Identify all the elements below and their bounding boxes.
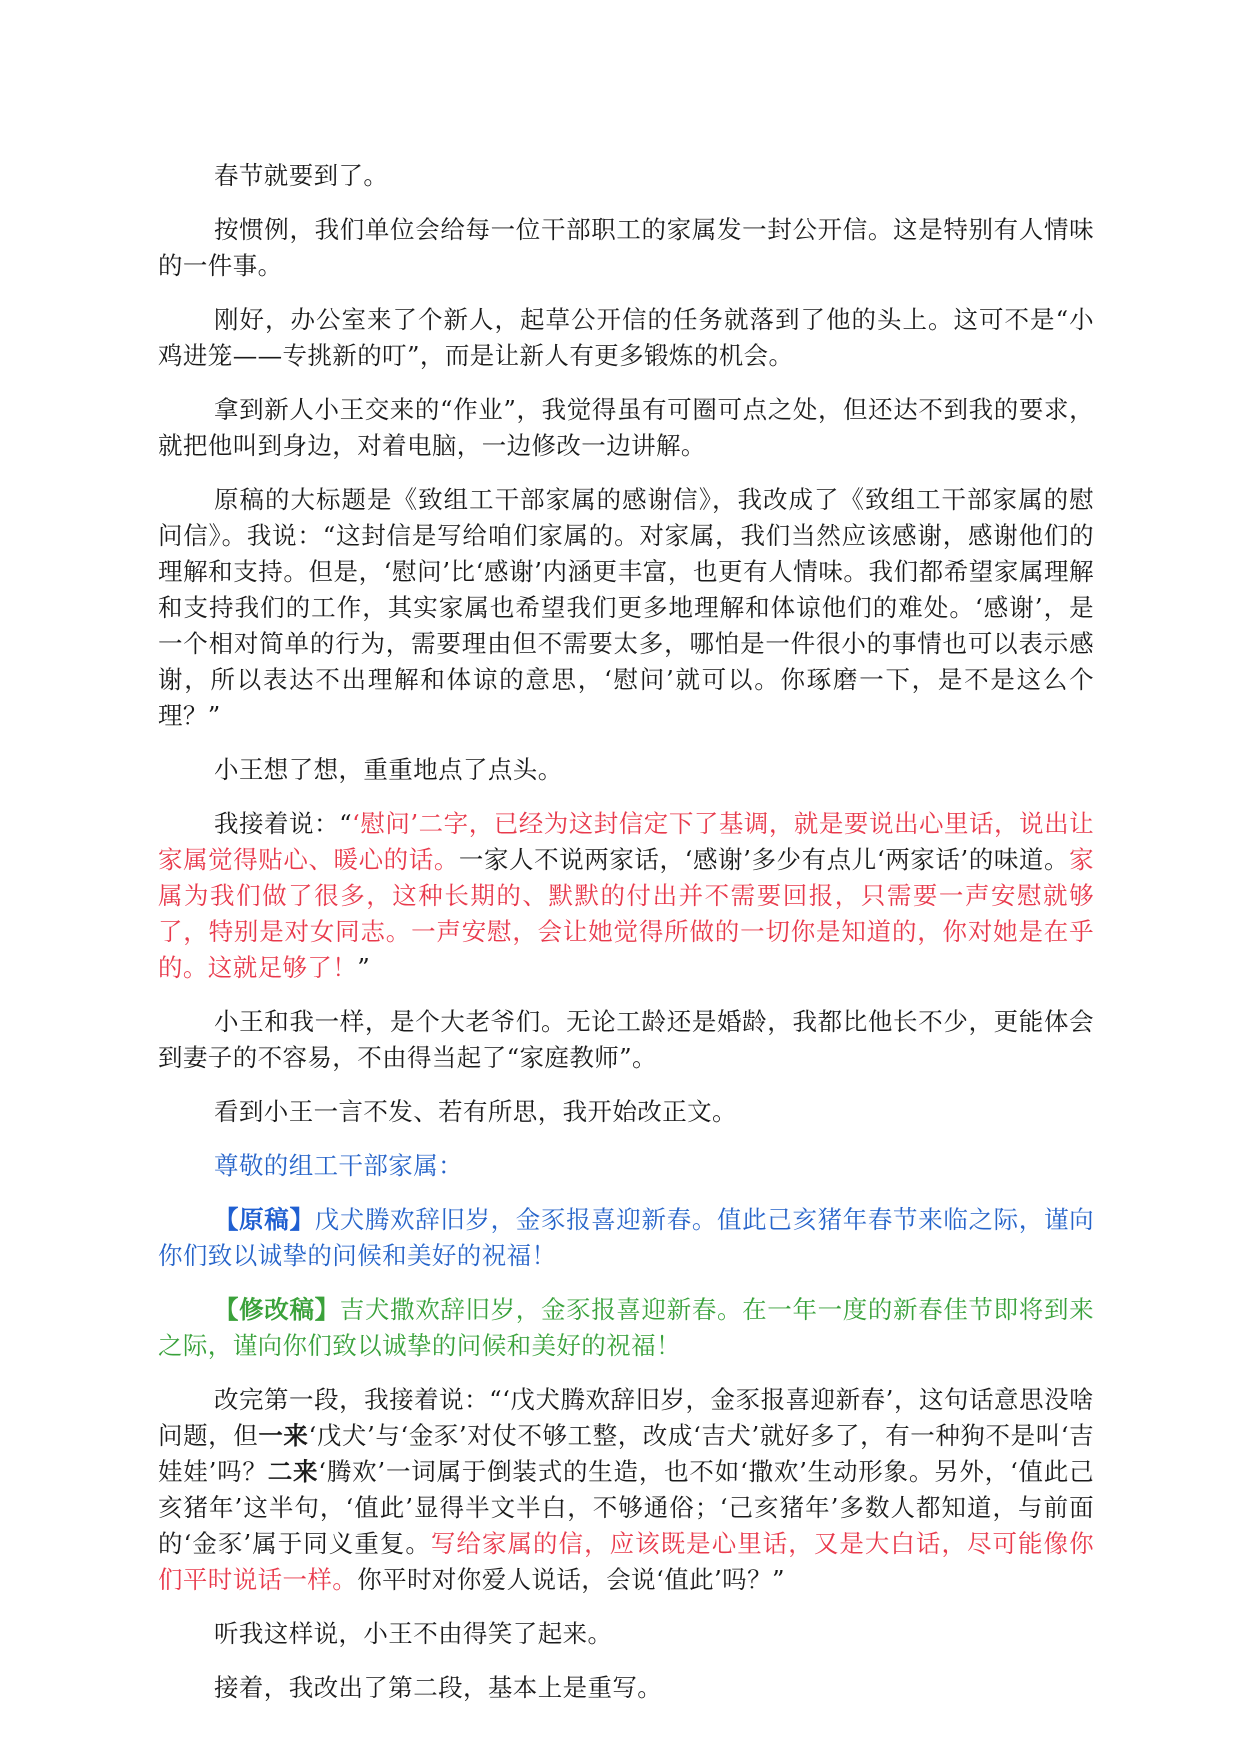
text-run: ‘戊犬’与‘金豕’对仗不够工整，改成‘吉犬’就好多了，有一种狗不是叫‘吉娃娃’吗？: [158, 1421, 1094, 1486]
original-draft-tag: 【原稿】: [214, 1205, 315, 1234]
letter-salutation: 尊敬的组工干部家属：: [214, 1151, 463, 1180]
paragraph: 接着，我改出了第二段，基本上是重写。: [214, 1673, 663, 1702]
revised-draft-text: 吉犬撒欢辞旧岁，金豕报喜迎新春。在一年一度的新春佳节即将到来之际，谨向你们致以诚挚的问候和美好的祝福！: [158, 1295, 1094, 1360]
revised-draft: [158, 1292, 1094, 1364]
text-run: 一家人不说两家话，‘感谢’多少有点儿‘两家话’的味道。: [458, 845, 1070, 874]
revised-draft-tag: 【修改稿】: [214, 1295, 340, 1324]
text-run: 改完第一段，我接着说：“‘戊犬腾欢辞旧岁，金豕报喜迎新春’，这句话意思没啥问题，但: [158, 1385, 1094, 1450]
paragraph: 原稿的大标题是《致组工干部家属的感谢信》，我改成了《致组工干部家属的慰问信》。我说：“这封信是写给咱们家属的。对家属，我们当然应该感谢，感谢他们的理解和支持。但是，‘慰问’比‘感谢’内涵更丰富，也更有人情味。我们都希望家属理解和支持我们的工作，其实家属也希望我们更多地理解和体谅他们的难处。‘感谢’，是一个相对简单的行为，需要理由但不需要太多，哪怕是一件很小的事情也可以表示感谢，所以表达不出理解和体谅的意思，‘慰问’就可以。你琢磨一下，是不是这么个理？”: [158, 485, 1094, 730]
highlight-red: ‘慰问’二字，已经为这封信定下了基调，就是要说出心里话，说出让家属觉得贴心、暖心的话。: [158, 809, 1094, 874]
text-run: 我接着说：“: [214, 809, 353, 838]
text-run: ‘腾欢’一词属于倒装式的生造，也不如‘撒欢’生动形象。另外，‘值此己亥猪年’这半句，‘值此’显得半文半白，不够通俗；‘己亥猪年’多数人都知道，与前面的‘金豕’属于同义重复。: [158, 1457, 1094, 1558]
paragraph: 看到小王一言不发、若有所思，我开始改正文。: [214, 1097, 737, 1126]
paragraph: 按惯例，我们单位会给每一位干部职工的家属发一封公开信。这是特别有人情味的一件事。: [158, 215, 1094, 280]
paragraph: 刚好，办公室来了个新人，起草公开信的任务就落到了他的头上。这可不是“小鸡进笼——专挑新的叮”，而是让新人有更多锻炼的机会。: [158, 305, 1094, 370]
paragraph: 小王想了想，重重地点了点头。: [214, 755, 563, 784]
paragraph: 小王和我一样，是个大老爷们。无论工龄还是婚龄，我都比他长不少，更能体会到妻子的不容易，不由得当起了“家庭教师”。: [158, 1007, 1094, 1072]
highlight-red: 写给家属的信，应该既是心里话，又是大白话，尽可能像你们平时说话一样。: [158, 1529, 1094, 1594]
emphasis-bold: 二来: [267, 1457, 319, 1486]
paragraph: 拿到新人小王交来的“作业”，我觉得虽有可圈可点之处，但还达不到我的要求，就把他叫到身边，对着电脑，一边修改一边讲解。: [158, 395, 1094, 460]
highlight-red: 家属为我们做了很多，这种长期的、默默的付出并不需要回报，只需要一声安慰就够了，特别是对女同志。一声安慰，会让她觉得所做的一切你是知道的，你对她是在乎的。这就足够了！: [158, 845, 1094, 982]
original-draft: [158, 1202, 1094, 1274]
paragraph-highlighted: [158, 806, 1094, 986]
text-run: 你平时对你爱人说话，会说‘值此’吗？”: [357, 1565, 785, 1594]
paragraph: 春节就要到了。: [214, 161, 389, 190]
original-draft-text: 戊犬腾欢辞旧岁，金豕报喜迎新春。值此己亥猪年春节来临之际，谨向你们致以诚挚的问候和美好的祝福！: [158, 1205, 1094, 1270]
document-body: [158, 158, 1094, 1724]
paragraph-highlighted: [158, 1382, 1094, 1598]
paragraph: 听我这样说，小王不由得笑了起来。: [214, 1619, 613, 1648]
emphasis-bold: 一来: [258, 1421, 309, 1450]
text-run: ”: [357, 953, 371, 982]
